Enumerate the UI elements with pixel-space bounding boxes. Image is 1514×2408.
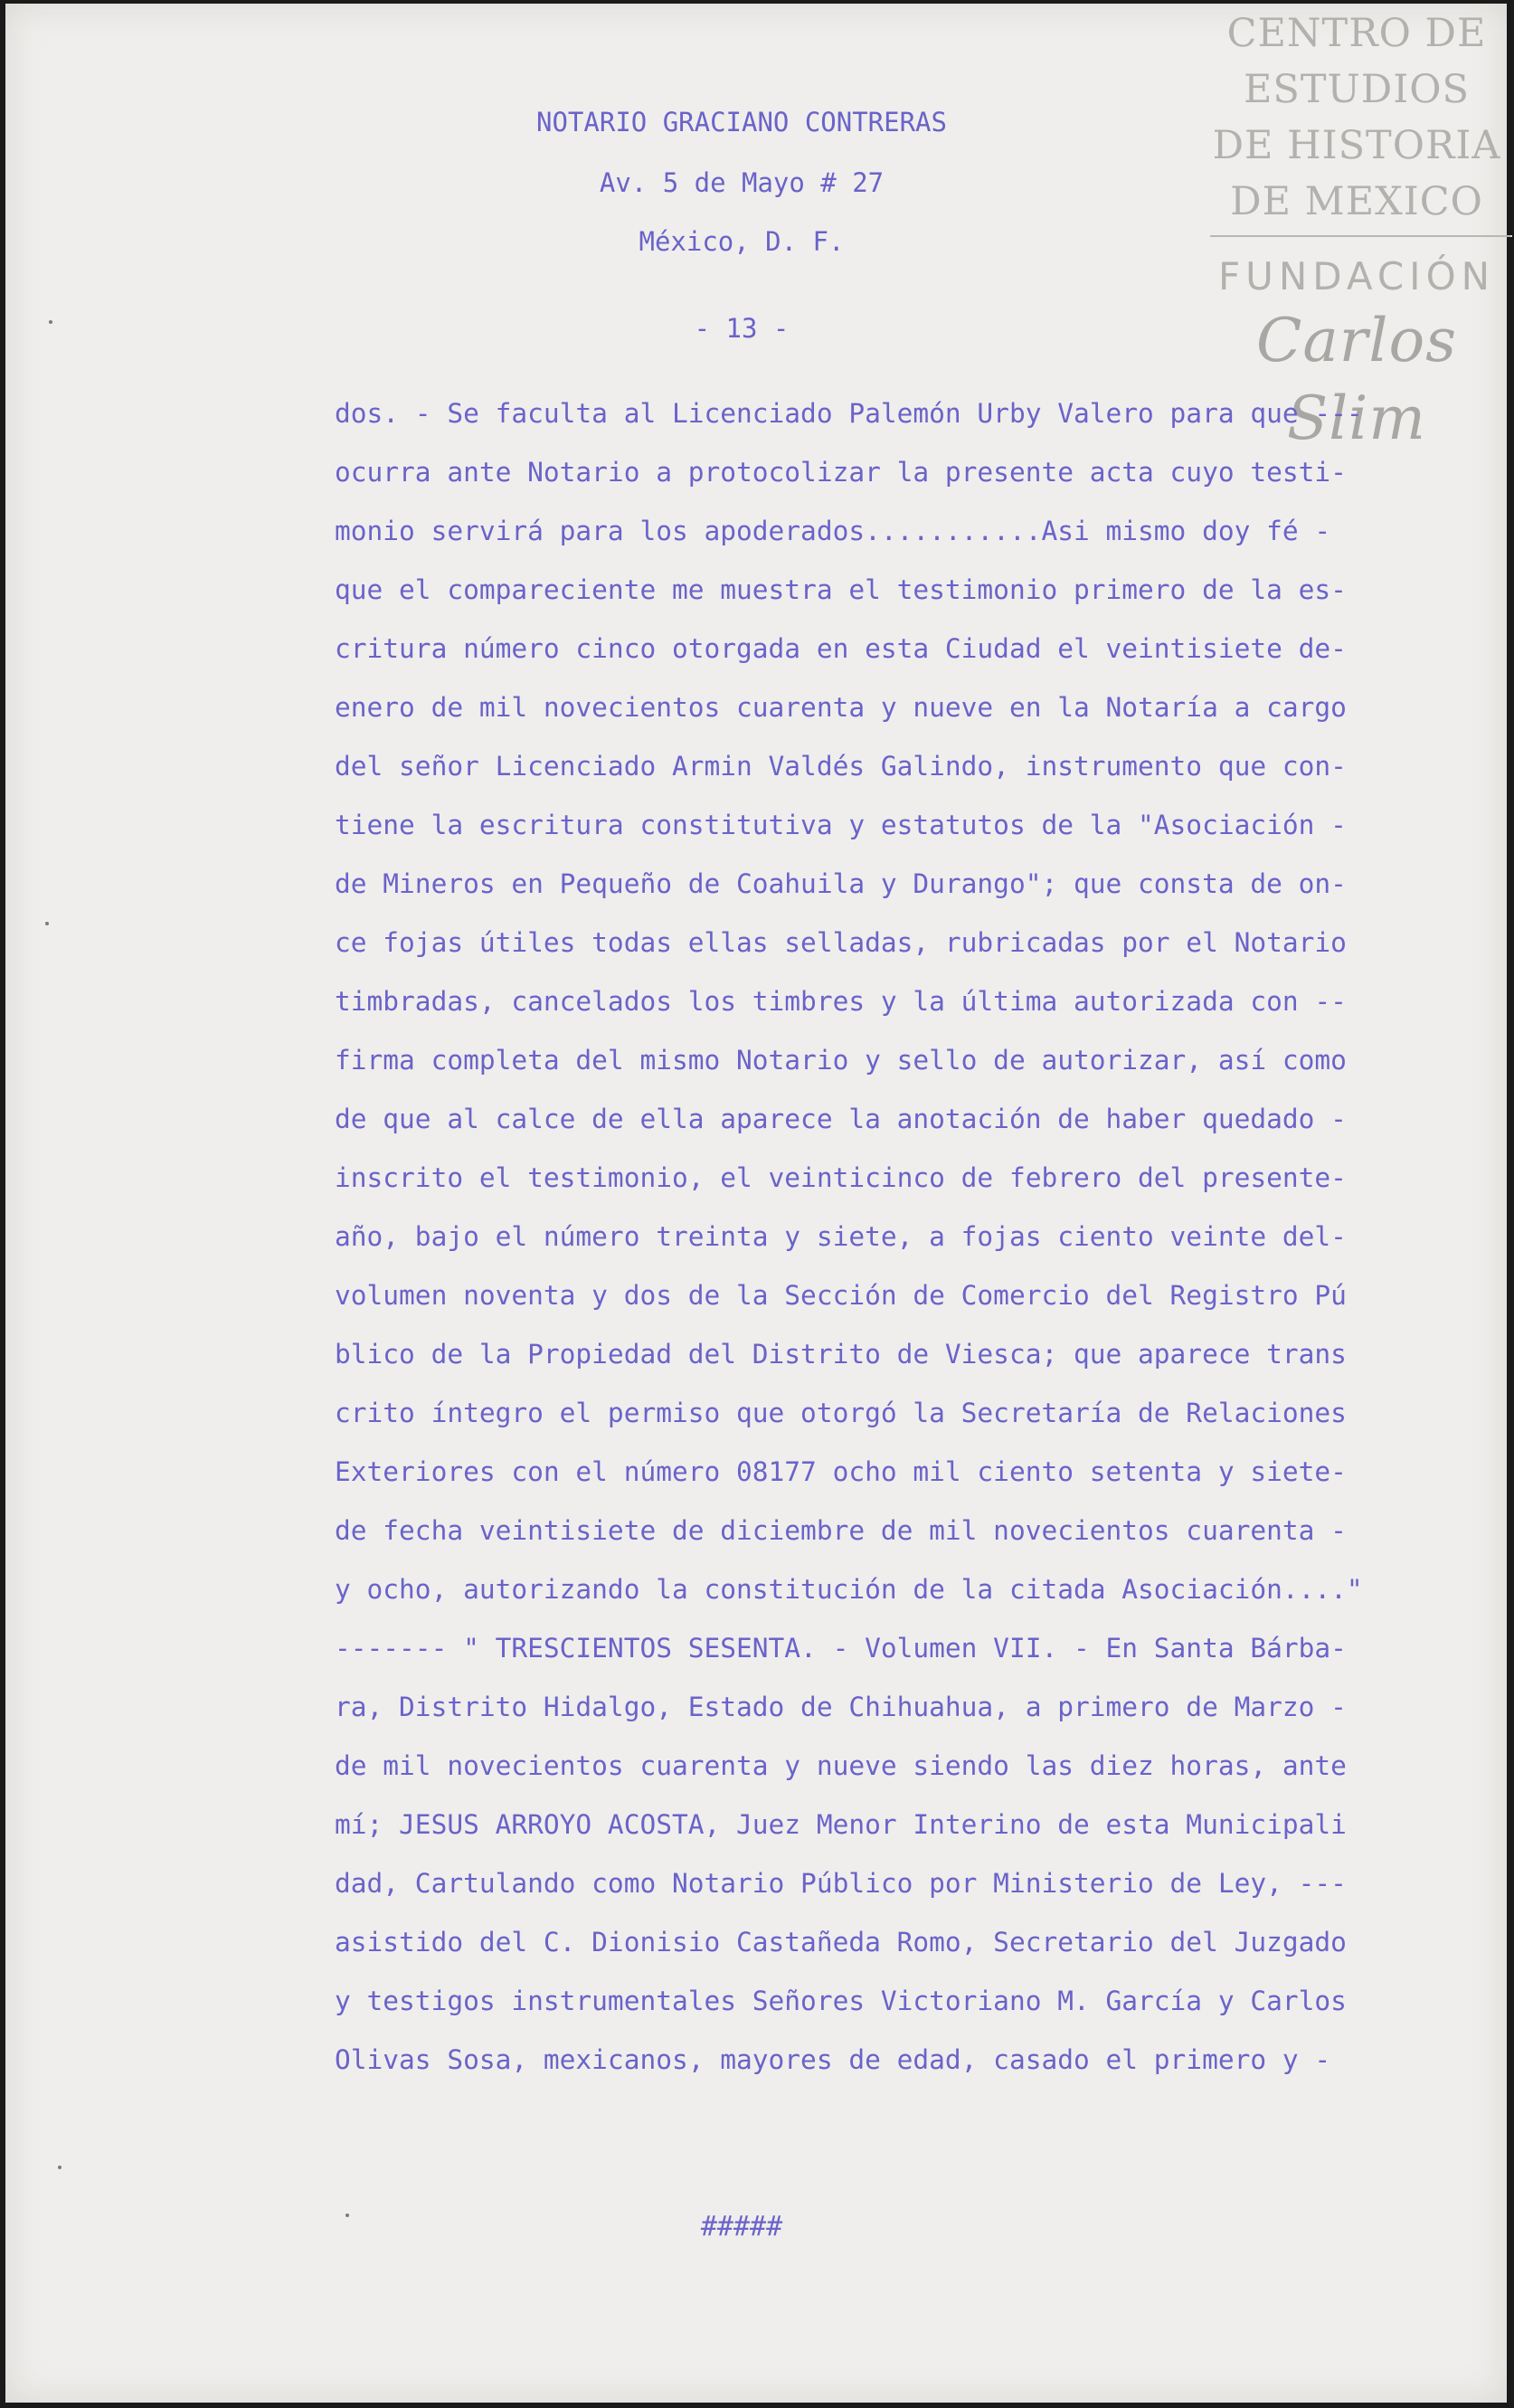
paper-speck: [58, 2166, 62, 2169]
text-line: ocurra ante Notario a protocolizar la presente acta cuyo testi-: [335, 457, 1347, 488]
text-line: y ocho, autorizando la constitución de la citada Asociación....": [335, 1574, 1363, 1605]
text-line: de Mineros en Pequeño de Coahuila y Durango"; que consta de on-: [335, 868, 1347, 899]
text-line: ------- " TRESCIENTOS SESENTA. - Volumen VII. - En Santa Bárba-: [335, 1633, 1347, 1664]
text-line: crito íntegro el permiso que otorgó la Secretaría de Relaciones: [335, 1398, 1347, 1428]
page-number: - 13 -: [694, 313, 790, 344]
text-line: ra, Distrito Hidalgo, Estado de Chihuahua, a primero de Marzo -: [335, 1692, 1347, 1722]
watermark-line: CENTRO DE: [1226, 11, 1487, 56]
text-line: que el compareciente me muestra el testimonio primero de la es-: [335, 574, 1347, 605]
text-line: mí; JESUS ARROYO ACOSTA, Juez Menor Interino de esta Municipali: [335, 1809, 1347, 1840]
text-line: del señor Licenciado Armin Valdés Galindo, instrumento que con-: [335, 751, 1347, 782]
end-mark: #####: [700, 2211, 783, 2242]
watermark-line: DE MEXICO: [1230, 179, 1483, 224]
text-line: de que al calce de ella aparece la anotación de haber quedado -: [335, 1104, 1347, 1134]
watermark-line: DE HISTORIA: [1212, 123, 1501, 168]
text-line: volumen noventa y dos de la Sección de Comercio del Registro Pú: [335, 1280, 1347, 1311]
text-line: timbradas, cancelados los timbres y la última autorizada con --: [335, 986, 1347, 1017]
text-line: inscrito el testimonio, el veinticinco de febrero del presente-: [335, 1162, 1347, 1193]
text-line: monio servirá para los apoderados...........Asi mismo doy fé -: [335, 516, 1331, 546]
text-line: blico de la Propiedad del Distrito de Viesca; que aparece trans: [335, 1339, 1347, 1370]
text-line: enero de mil novecientos cuarenta y nueve en la Notaría a cargo: [335, 692, 1347, 723]
text-line: dad, Cartulando como Notario Público por Ministerio de Ley, ---: [335, 1868, 1347, 1899]
text-line: año, bajo el número treinta y siete, a fojas ciento veinte del-: [335, 1221, 1347, 1252]
text-line: de fecha veintisiete de diciembre de mil novecientos cuarenta -: [335, 1515, 1347, 1546]
text-line: Olivas Sosa, mexicanos, mayores de edad, casado el primero y -: [335, 2044, 1331, 2075]
text-line: firma completa del mismo Notario y sello de autorizar, así como: [335, 1045, 1347, 1076]
text-line: ce fojas útiles todas ellas selladas, rubricadas por el Notario: [335, 927, 1347, 958]
watermark-line: ESTUDIOS: [1244, 67, 1470, 112]
notary-heading: NOTARIO GRACIANO CONTRERAS: [536, 107, 947, 137]
watermark-signature: Carlos Slim: [1255, 306, 1458, 453]
paper-speck: [45, 922, 49, 925]
text-line: tiene la escritura constitutiva y estatutos de la "Asociación -: [335, 810, 1347, 840]
text-line: y testigos instrumentales Señores Victoriano M. García y Carlos: [335, 1986, 1347, 2016]
text-line: critura número cinco otorgada en esta Ciudad el veintisiete de-: [335, 633, 1347, 664]
notary-address: Av. 5 de Mayo # 27: [599, 167, 885, 198]
text-line: de mil novecientos cuarenta y nueve siendo las diez horas, ante: [335, 1750, 1347, 1781]
text-line: asistido del C. Dionisio Castañeda Romo, Secretario del Juzgado: [335, 1927, 1347, 1958]
notary-city: México, D. F.: [639, 226, 845, 257]
text-line: dos. - Se faculta al Licenciado Palemón Urby Valero para que ---: [335, 398, 1363, 429]
watermark-foundation: FUNDACIÓN: [1217, 254, 1496, 299]
text-line: Exteriores con el número 08177 ocho mil ciento setenta y siete-: [335, 1456, 1347, 1487]
